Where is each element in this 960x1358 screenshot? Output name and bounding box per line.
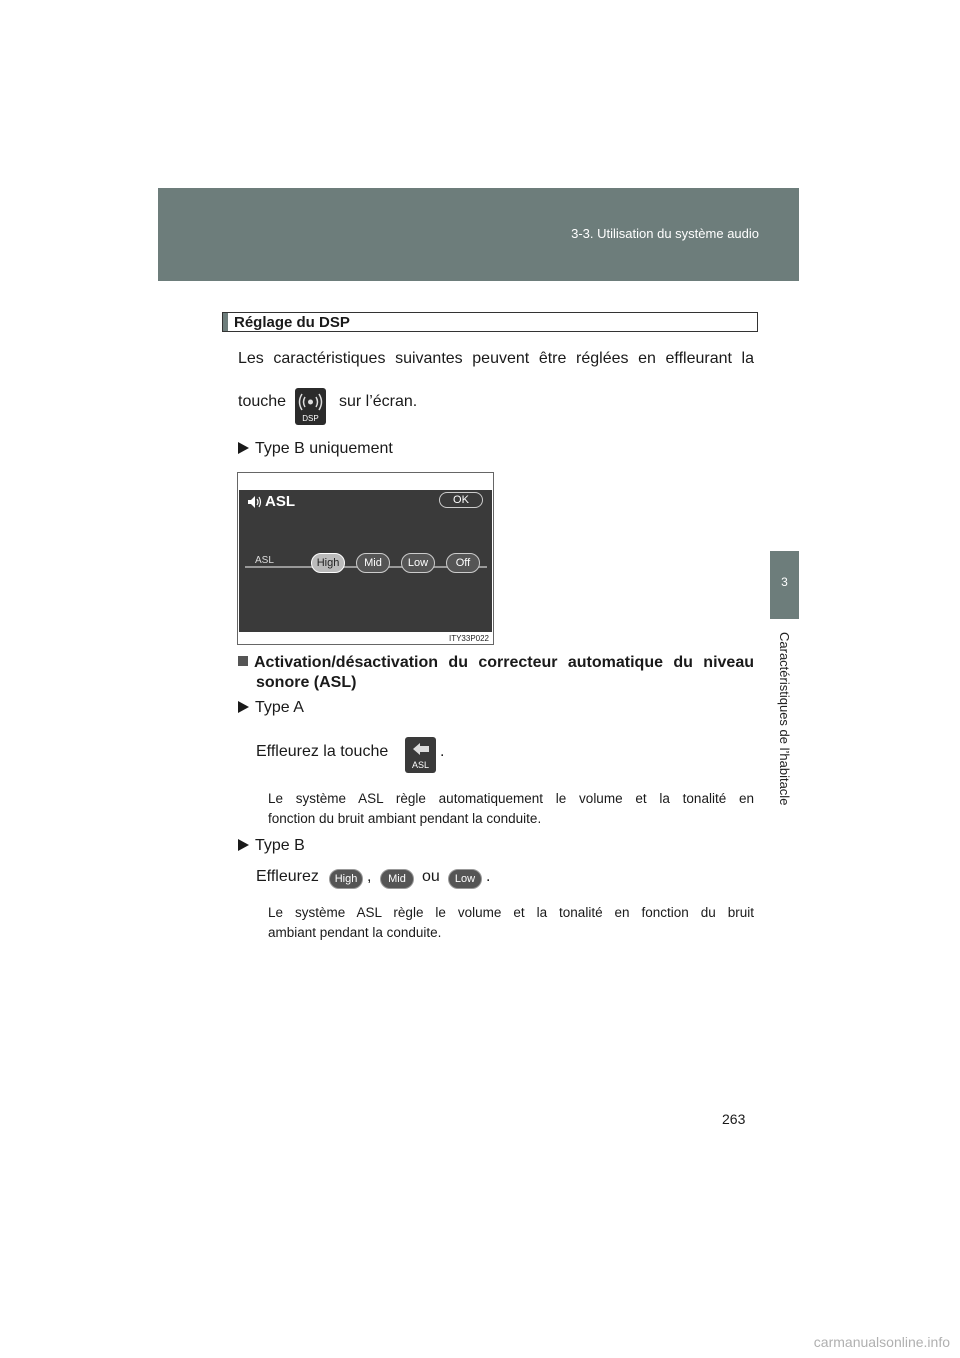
intro-line-1: Les caractéristiques suivantes peuvent être réglées en effleurant la: [238, 350, 754, 367]
section-header: [222, 312, 758, 332]
type-a-item: [238, 699, 304, 717]
type-b-end: .: [486, 868, 491, 885]
high-button[interactable]: High: [311, 553, 345, 573]
triangle-bullet-icon: [238, 701, 249, 713]
asl-screen-illustration: [237, 472, 494, 645]
type-b-instruction: Effleurez: [256, 868, 319, 885]
type-b-only-item: [238, 440, 393, 458]
watermark: carmanualsonline.info: [813, 1334, 950, 1350]
speaker-icon: [247, 495, 263, 509]
type-a-instruction: Effleurez la touche: [256, 743, 389, 760]
type-a-instruction-end: .: [440, 743, 445, 760]
header-bar: [158, 188, 799, 281]
square-bullet-icon: [238, 656, 248, 666]
type-b-note-line-2: ambiant pendant la conduite.: [268, 925, 442, 940]
type-a-note-line-2: fonction du bruit ambiant pendant la conduite.: [268, 811, 542, 826]
intro-line-2-start: touche: [238, 393, 287, 410]
asl-button-icon: [405, 737, 436, 773]
chapter-number: 3: [781, 575, 788, 589]
type-b-only-label: Type B uniquement: [255, 440, 393, 457]
inline-mid-button: Mid: [380, 869, 414, 889]
type-b-label: Type B: [255, 837, 305, 854]
chapter-tab: [770, 551, 799, 619]
subheading-line-1: Activation/désactivation du correcteur automatique du niveau: [238, 654, 754, 672]
screen-title: ASL: [265, 493, 295, 510]
breadcrumb: 3-3. Utilisation du système audio: [571, 226, 759, 241]
inline-high-button: High: [329, 869, 363, 889]
ok-button[interactable]: OK: [439, 492, 483, 508]
dsp-button-icon: [295, 388, 326, 425]
chapter-label-text: Caractéristiques de l’habitacle: [777, 632, 792, 806]
type-b-sep-1: ,: [367, 868, 372, 885]
figure-code: ITY33P022: [448, 634, 489, 643]
back-arrow-icon: [405, 737, 436, 761]
section-title: Réglage du DSP: [234, 314, 350, 331]
low-button[interactable]: Low: [401, 553, 435, 573]
asl-screen: [239, 490, 492, 632]
dsp-icon-label: DSP: [302, 414, 319, 423]
mid-button[interactable]: Mid: [356, 553, 390, 573]
triangle-bullet-icon: [238, 839, 249, 851]
type-b-sep-2: ou: [422, 868, 440, 885]
type-a-note-line-1: Le système ASL règle automatiquement le volume et la tonalité en: [268, 791, 754, 806]
subheading-line-2: sonore (ASL): [256, 674, 357, 691]
type-b-note-line-1: Le système ASL règle le volume et la tonalité en fonction du bruit: [268, 905, 754, 920]
triangle-bullet-icon: [238, 442, 249, 454]
intro-line-2-end: sur l’écran.: [339, 393, 418, 410]
asl-row-label: ASL: [255, 555, 274, 566]
asl-icon-label: ASL: [411, 760, 429, 770]
page-number: 263: [722, 1111, 746, 1127]
off-button[interactable]: Off: [446, 553, 480, 573]
inline-low-button: Low: [448, 869, 482, 889]
type-a-label: Type A: [255, 699, 304, 716]
type-b-item: [238, 837, 305, 855]
